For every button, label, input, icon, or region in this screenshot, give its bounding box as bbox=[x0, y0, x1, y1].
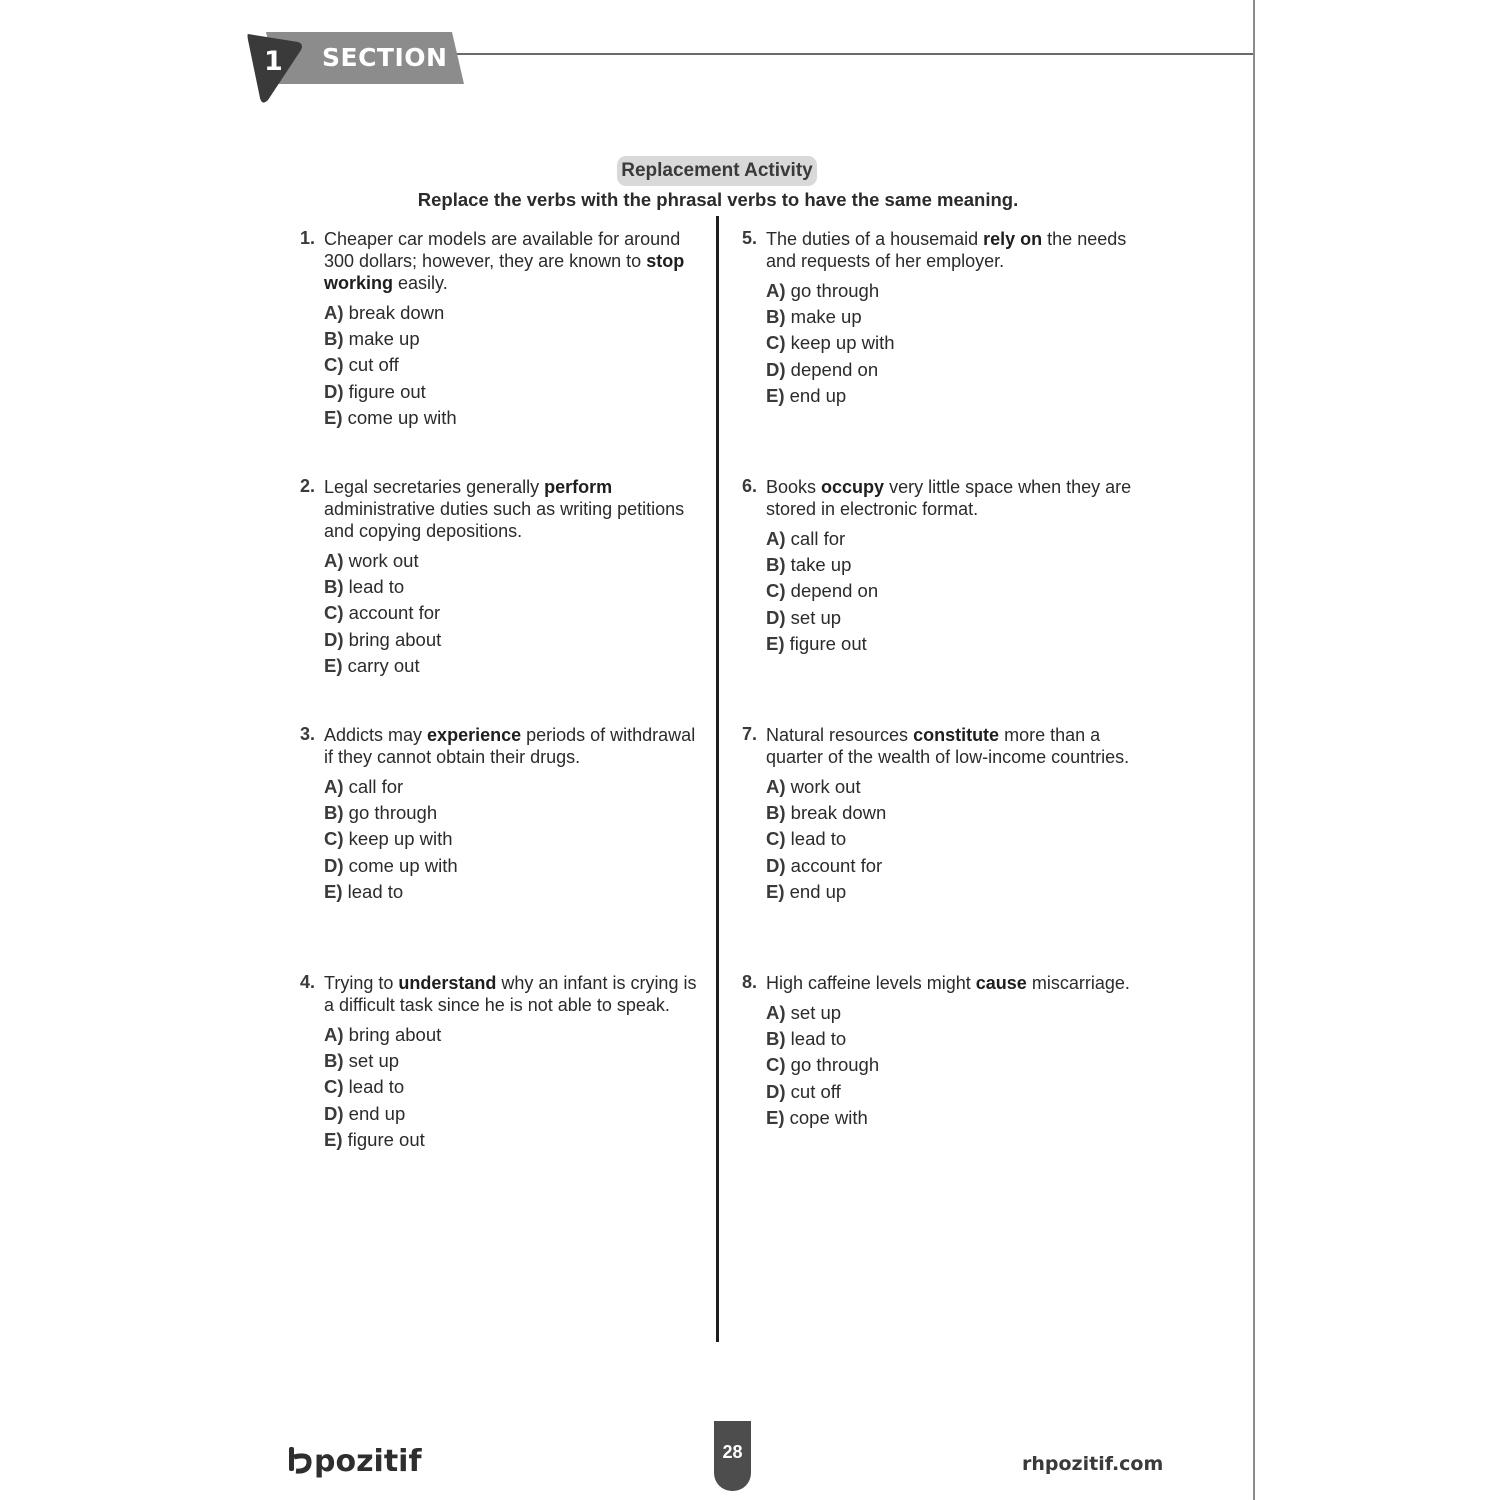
option-text: work out bbox=[343, 550, 419, 571]
question-number: 7. bbox=[742, 724, 758, 744]
option-letter: A) bbox=[324, 302, 344, 323]
option-text: lead to bbox=[343, 1076, 405, 1098]
answer-option bbox=[766, 776, 886, 802]
option-text: keep up with bbox=[343, 828, 453, 850]
question-text-segment: Natural resources bbox=[766, 725, 914, 745]
question-number: 8. bbox=[742, 972, 758, 992]
question-text-segment: very little space when they are stored in electronic format. bbox=[766, 477, 1132, 519]
option-text: cut off bbox=[343, 354, 399, 376]
answer-option bbox=[766, 359, 895, 385]
option-list bbox=[766, 528, 878, 659]
question-text-segment: the needs and requests of her employer. bbox=[766, 229, 1127, 271]
option-text: depend on bbox=[785, 358, 879, 380]
option-text: come up with bbox=[342, 406, 457, 428]
option-letter: E) bbox=[324, 880, 343, 902]
option-letter: C) bbox=[324, 828, 344, 850]
option-letter: B) bbox=[766, 1028, 786, 1050]
option-list bbox=[766, 280, 895, 411]
option-letter: A) bbox=[324, 1024, 344, 1045]
question-number: 4. bbox=[300, 972, 316, 992]
question-text-segment: periods of withdrawal if they cannot obtain their drugs. bbox=[324, 725, 696, 767]
option-list bbox=[324, 302, 457, 433]
option-text: break down bbox=[343, 302, 445, 323]
option-text: keep up with bbox=[785, 332, 895, 354]
option-text: lead to bbox=[342, 880, 404, 902]
option-text: make up bbox=[343, 328, 420, 350]
header-rule bbox=[430, 53, 1253, 55]
question-text-segment: miscarriage. bbox=[1026, 973, 1130, 993]
option-letter: E) bbox=[324, 406, 343, 428]
option-text: figure out bbox=[343, 380, 426, 402]
answer-option bbox=[324, 629, 441, 655]
answer-option bbox=[324, 407, 457, 433]
option-text: come up with bbox=[343, 854, 458, 876]
option-letter: D) bbox=[324, 854, 344, 876]
option-letter: D) bbox=[766, 606, 786, 628]
option-text: set up bbox=[785, 606, 842, 628]
option-letter: C) bbox=[324, 1076, 344, 1098]
answer-option bbox=[766, 332, 895, 358]
option-letter: E) bbox=[324, 654, 343, 676]
answer-option bbox=[324, 776, 458, 802]
answer-option bbox=[324, 550, 441, 576]
option-letter: D) bbox=[766, 1080, 786, 1102]
answer-option bbox=[324, 1050, 441, 1076]
question-text bbox=[766, 228, 1144, 272]
answer-option bbox=[324, 354, 457, 380]
question-text-segment: easily. bbox=[393, 273, 448, 293]
question-text-segment: High caffeine levels might bbox=[766, 973, 976, 993]
option-text: make up bbox=[785, 306, 862, 328]
answer-option bbox=[324, 881, 458, 907]
question-number: 2. bbox=[300, 476, 316, 496]
option-text: call for bbox=[343, 776, 404, 797]
website-url: rhpozitif.com bbox=[1022, 1453, 1164, 1475]
page-edge-line bbox=[1253, 0, 1255, 1500]
answer-option bbox=[766, 306, 895, 332]
option-letter: A) bbox=[324, 550, 344, 571]
answer-option bbox=[324, 302, 457, 328]
option-letter: E) bbox=[766, 384, 785, 406]
option-list bbox=[324, 1024, 441, 1155]
option-letter: C) bbox=[324, 354, 344, 376]
target-verb: understand bbox=[398, 973, 497, 993]
answer-option bbox=[766, 528, 878, 554]
option-letter: E) bbox=[766, 632, 785, 654]
option-text: figure out bbox=[784, 632, 867, 654]
answer-option bbox=[766, 633, 878, 659]
option-text: cut off bbox=[785, 1080, 841, 1102]
option-text: figure out bbox=[342, 1128, 425, 1150]
option-letter: C) bbox=[766, 332, 786, 354]
question-text bbox=[324, 476, 702, 542]
answer-option bbox=[766, 802, 886, 828]
option-text: lead to bbox=[785, 1028, 847, 1050]
answer-option bbox=[324, 328, 457, 354]
option-letter: D) bbox=[766, 358, 786, 380]
option-letter: A) bbox=[766, 1002, 786, 1023]
answer-option bbox=[324, 828, 458, 854]
answer-option bbox=[766, 1054, 879, 1080]
option-letter: C) bbox=[766, 580, 786, 602]
option-letter: B) bbox=[324, 576, 344, 598]
option-text: carry out bbox=[342, 654, 420, 676]
option-text: bring about bbox=[343, 1024, 442, 1045]
answer-option bbox=[766, 607, 878, 633]
option-text: end up bbox=[784, 384, 847, 406]
target-verb: stop working bbox=[324, 251, 685, 293]
question-text-segment: Books bbox=[766, 477, 822, 497]
option-letter: A) bbox=[766, 280, 786, 301]
section-label: SECTION bbox=[322, 43, 448, 72]
option-letter: B) bbox=[766, 802, 786, 824]
question-text-segment: Cheaper car models are available for around 300 dollars; however, they are known to bbox=[324, 229, 681, 271]
target-verb: occupy bbox=[821, 477, 885, 497]
target-verb: constitute bbox=[913, 725, 1000, 745]
answer-option bbox=[324, 576, 441, 602]
option-letter: B) bbox=[766, 306, 786, 328]
question-text bbox=[324, 228, 702, 294]
section-number: 1 bbox=[264, 46, 283, 77]
target-verb: rely on bbox=[983, 229, 1043, 249]
option-text: go through bbox=[785, 1054, 880, 1076]
publisher-logo bbox=[288, 1444, 422, 1479]
option-text: depend on bbox=[785, 580, 879, 602]
rh-logo-mark-icon bbox=[288, 1445, 312, 1475]
answer-option bbox=[766, 554, 878, 580]
option-letter: E) bbox=[324, 1128, 343, 1150]
answer-option bbox=[766, 385, 895, 411]
answer-option bbox=[766, 881, 886, 907]
activity-title: Replacement Activity bbox=[617, 156, 817, 186]
option-text: break down bbox=[785, 802, 887, 824]
question-number: 5. bbox=[742, 228, 758, 248]
question-text bbox=[324, 972, 702, 1016]
option-text: lead to bbox=[785, 828, 847, 850]
question-number: 6. bbox=[742, 476, 758, 496]
answer-option bbox=[766, 855, 886, 881]
answer-option bbox=[766, 280, 895, 306]
question-text-segment: administrative duties such as writing petitions and copying depositions. bbox=[324, 499, 685, 541]
logo-text: pozitif bbox=[314, 1444, 422, 1479]
question-text bbox=[766, 476, 1144, 520]
option-letter: B) bbox=[324, 1050, 344, 1072]
option-letter: A) bbox=[324, 776, 344, 797]
option-letter: B) bbox=[766, 554, 786, 576]
question-number: 3. bbox=[300, 724, 316, 744]
option-text: set up bbox=[785, 1002, 842, 1023]
answer-option bbox=[324, 602, 441, 628]
option-text: go through bbox=[343, 802, 438, 824]
option-text: cope with bbox=[784, 1106, 868, 1128]
question-text bbox=[766, 972, 1144, 994]
answer-option bbox=[766, 580, 878, 606]
option-list bbox=[766, 776, 886, 907]
option-list bbox=[324, 776, 458, 907]
option-letter: C) bbox=[766, 1054, 786, 1076]
option-text: lead to bbox=[343, 576, 405, 598]
target-verb: cause bbox=[975, 973, 1027, 993]
question-text-segment: why an infant is crying is a difficult task since he is not able to speak. bbox=[324, 973, 697, 1015]
option-text: go through bbox=[785, 280, 880, 301]
option-letter: C) bbox=[324, 602, 344, 624]
answer-option bbox=[324, 1129, 441, 1155]
option-text: account for bbox=[343, 602, 441, 624]
option-letter: A) bbox=[766, 528, 786, 549]
option-letter: A) bbox=[766, 776, 786, 797]
answer-option bbox=[324, 655, 441, 681]
option-text: take up bbox=[785, 554, 852, 576]
answer-option bbox=[766, 1028, 879, 1054]
question-number: 1. bbox=[300, 228, 316, 248]
option-letter: D) bbox=[324, 628, 344, 650]
answer-option bbox=[324, 1103, 441, 1129]
activity-instruction: Replace the verbs with the phrasal verbs to have the same meaning. bbox=[417, 189, 1019, 210]
option-letter: D) bbox=[324, 1102, 344, 1124]
answer-option bbox=[324, 802, 458, 828]
question-text bbox=[324, 724, 702, 768]
option-letter: C) bbox=[766, 828, 786, 850]
answer-option bbox=[324, 1076, 441, 1102]
answer-option bbox=[324, 1024, 441, 1050]
option-list bbox=[324, 550, 441, 681]
option-letter: B) bbox=[324, 802, 344, 824]
column-divider bbox=[716, 216, 719, 1342]
page-number: 28 bbox=[714, 1421, 751, 1491]
answer-option bbox=[324, 381, 457, 407]
question-text-segment: Trying to bbox=[324, 973, 399, 993]
option-letter: E) bbox=[766, 880, 785, 902]
answer-option bbox=[766, 1002, 879, 1028]
option-letter: D) bbox=[766, 854, 786, 876]
option-letter: D) bbox=[324, 380, 344, 402]
question-text-segment: more than a quarter of the wealth of low-income countries. bbox=[766, 725, 1130, 767]
answer-option bbox=[766, 1081, 879, 1107]
option-text: set up bbox=[343, 1050, 400, 1072]
option-text: work out bbox=[785, 776, 861, 797]
target-verb: perform bbox=[544, 477, 613, 497]
target-verb: experience bbox=[427, 725, 522, 745]
answer-option bbox=[766, 1107, 879, 1133]
option-text: account for bbox=[785, 854, 883, 876]
question-text bbox=[766, 724, 1144, 768]
answer-option bbox=[766, 828, 886, 854]
option-text: call for bbox=[785, 528, 846, 549]
option-list bbox=[766, 1002, 879, 1133]
option-text: end up bbox=[343, 1102, 406, 1124]
question-text-segment: Addicts may bbox=[324, 725, 428, 745]
answer-option bbox=[324, 855, 458, 881]
option-letter: B) bbox=[324, 328, 344, 350]
option-text: bring about bbox=[343, 628, 442, 650]
question-text-segment: Legal secretaries generally bbox=[324, 477, 545, 497]
question-text-segment: The duties of a housemaid bbox=[766, 229, 984, 249]
option-letter: E) bbox=[766, 1106, 785, 1128]
option-text: end up bbox=[784, 880, 847, 902]
